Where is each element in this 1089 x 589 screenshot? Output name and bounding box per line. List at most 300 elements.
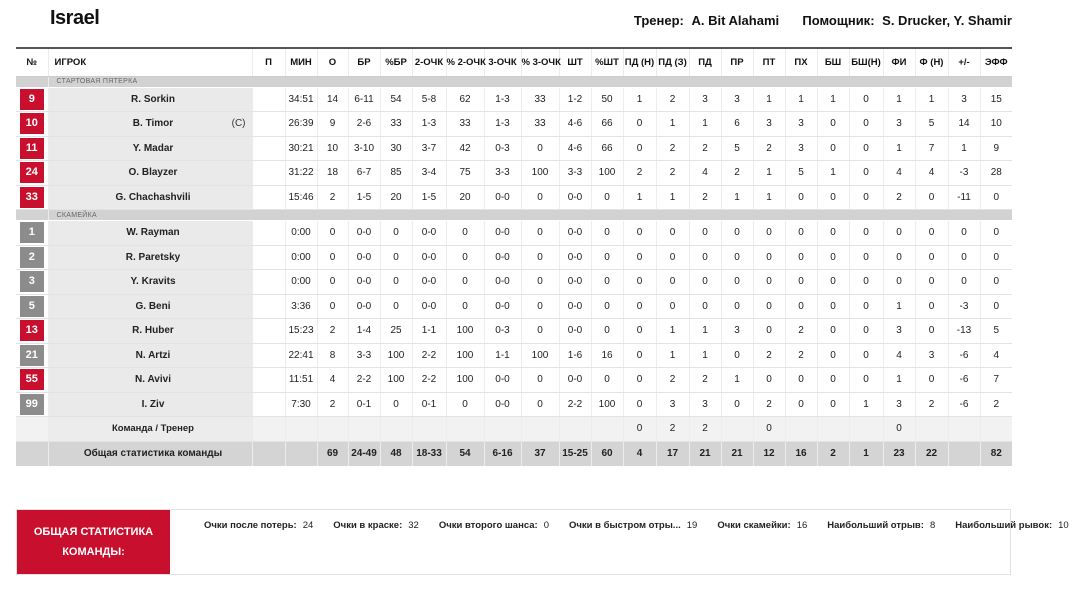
stat-cell: 0 — [849, 161, 883, 186]
column-header[interactable]: % 3-ОЧК — [521, 48, 559, 76]
player-number: 5 — [20, 296, 44, 317]
column-header[interactable]: МИН — [285, 48, 317, 76]
player-number: 10 — [20, 113, 44, 134]
stat-cell: 0 — [521, 368, 559, 393]
column-header[interactable]: ШТ — [559, 48, 591, 76]
player-number-cell — [16, 185, 48, 210]
stat-cell: 0 — [623, 417, 656, 442]
stat-cell: 34:51 — [285, 87, 317, 112]
column-header[interactable]: О — [317, 48, 348, 76]
column-header[interactable]: ЭФФ — [980, 48, 1012, 76]
position-cell — [252, 245, 285, 270]
column-header[interactable]: % 2-ОЧК — [446, 48, 484, 76]
column-header[interactable]: Ф (Н) — [915, 48, 948, 76]
player-name[interactable]: G. Beni — [135, 300, 171, 312]
position-cell — [252, 368, 285, 393]
stat-cell: 2 — [753, 343, 785, 368]
stat-cell: 1-3 — [484, 87, 521, 112]
stat-cell: 0 — [883, 417, 915, 442]
stat-cell: 1-3 — [484, 112, 521, 137]
player-number-cell — [16, 343, 48, 368]
stat-cell: 0 — [817, 270, 849, 295]
stat-cell — [980, 417, 1012, 442]
stat-cell: 2 — [656, 417, 689, 442]
stat-cell: 0 — [948, 245, 980, 270]
stat-cell — [484, 417, 521, 442]
stat-cell: 0-3 — [484, 319, 521, 344]
stat-cell: 11:51 — [285, 368, 317, 393]
coach-name: A. Bit Alahami — [691, 13, 780, 28]
player-number-cell — [16, 270, 48, 295]
column-header: ИГРОК — [48, 48, 252, 76]
column-header[interactable]: ФИ — [883, 48, 915, 76]
stat-cell: 0 — [521, 221, 559, 246]
stat-cell: 17 — [656, 441, 689, 466]
player-row — [16, 112, 1012, 137]
stat-cell: 0 — [849, 294, 883, 319]
stat-cell: 9 — [980, 136, 1012, 161]
stat-cell: 2 — [317, 392, 348, 417]
stat-cell: 1 — [656, 319, 689, 344]
stat-cell: 0 — [785, 294, 817, 319]
column-header[interactable]: %БР — [380, 48, 412, 76]
stat-cell: 0 — [317, 221, 348, 246]
stat-cell: 0:00 — [285, 270, 317, 295]
player-name[interactable]: Y. Kravits — [130, 276, 176, 288]
stat-cell: 1 — [849, 441, 883, 466]
stat-cell: 4-6 — [559, 136, 591, 161]
stat-cell: 100 — [521, 343, 559, 368]
player-number: 33 — [20, 187, 44, 208]
stat-cell: 1 — [915, 87, 948, 112]
player-name-cell[interactable] — [48, 294, 252, 319]
player-number-cell — [16, 112, 48, 137]
stat-cell: 3-3 — [348, 343, 380, 368]
stat-cell: 33 — [521, 112, 559, 137]
stat-cell: 10 — [317, 136, 348, 161]
stat-cell: 3 — [883, 112, 915, 137]
stat-cell: 0 — [753, 221, 785, 246]
stat-cell: 3-7 — [412, 136, 446, 161]
player-name-cell[interactable] — [48, 392, 252, 417]
player-name[interactable]: I. Ziv — [141, 398, 165, 410]
summary-item — [333, 520, 419, 531]
column-header[interactable]: БШ(Н) — [849, 48, 883, 76]
player-number-cell — [16, 221, 48, 246]
summary-item-value: 10 — [1058, 520, 1069, 531]
summary-item-value: 0 — [543, 520, 549, 531]
stat-cell: 100 — [591, 161, 623, 186]
stat-cell: 1 — [623, 87, 656, 112]
stat-cell: 3 — [948, 87, 980, 112]
stat-cell: 0-0 — [559, 319, 591, 344]
stat-cell: 0 — [817, 112, 849, 137]
player-row — [16, 87, 1012, 112]
stat-cell: 0 — [656, 245, 689, 270]
summary-item-value: 24 — [302, 520, 314, 531]
stat-cell: 1 — [623, 185, 656, 210]
stat-cell: 0 — [656, 270, 689, 295]
player-name[interactable]: W. Rayman — [126, 227, 180, 239]
player-name-cell[interactable] — [48, 368, 252, 393]
table-body — [16, 76, 1012, 466]
stat-cell: 0 — [623, 294, 656, 319]
coach-label: Тренер: — [633, 13, 684, 28]
stat-cell: 12 — [753, 441, 785, 466]
assistant-label: Помощник: — [802, 13, 875, 28]
column-header[interactable]: 3-ОЧК — [484, 48, 521, 76]
stat-cell: 1 — [883, 87, 915, 112]
player-name-cell[interactable] — [48, 161, 252, 186]
stat-cell: 0 — [623, 343, 656, 368]
player-row — [16, 221, 1012, 246]
column-header[interactable]: ПТ — [753, 48, 785, 76]
stat-cell: 4 — [689, 161, 721, 186]
stat-cell — [785, 417, 817, 442]
position-cell — [252, 221, 285, 246]
stat-cell: 0 — [521, 319, 559, 344]
stat-cell: 0 — [817, 343, 849, 368]
stat-cell: 10 — [980, 112, 1012, 137]
stat-cell: 0 — [623, 112, 656, 137]
stat-cell: 2-2 — [348, 368, 380, 393]
stat-cell: 1 — [656, 112, 689, 137]
player-number-cell — [16, 368, 48, 393]
stat-cell: 21 — [689, 441, 721, 466]
player-number: 2 — [20, 247, 44, 268]
column-header[interactable]: П — [252, 48, 285, 76]
stat-cell: 1-1 — [484, 343, 521, 368]
stat-cell: 0 — [849, 112, 883, 137]
summary-item-label: Наибольший отрыв: — [827, 520, 924, 531]
player-name[interactable]: G. Chachashvili — [115, 191, 191, 203]
stat-cell: 15:46 — [285, 185, 317, 210]
player-row — [16, 319, 1012, 344]
column-header[interactable]: БШ — [817, 48, 849, 76]
stat-cell: -3 — [948, 161, 980, 186]
stat-cell: 0-0 — [412, 245, 446, 270]
stat-cell: 0 — [380, 245, 412, 270]
stat-cell: 0-0 — [559, 221, 591, 246]
player-name[interactable]: B. Timor — [132, 118, 174, 130]
stat-cell: 0 — [521, 245, 559, 270]
stat-cell: 0 — [849, 343, 883, 368]
stat-cell: 15:23 — [285, 319, 317, 344]
player-row — [16, 343, 1012, 368]
stat-cell: 0 — [721, 343, 753, 368]
stat-cell: 0 — [380, 270, 412, 295]
stat-cell: 23 — [883, 441, 915, 466]
stat-cell: 2 — [785, 343, 817, 368]
stat-cell: 0-0 — [484, 392, 521, 417]
stat-cell: 0-0 — [559, 368, 591, 393]
stat-cell: 4 — [915, 161, 948, 186]
stat-cell: 0 — [446, 294, 484, 319]
stat-cell: 0 — [980, 294, 1012, 319]
position-cell — [252, 441, 285, 466]
stat-cell: 0 — [380, 392, 412, 417]
stat-cell: 0 — [817, 368, 849, 393]
stat-cell: 0-0 — [484, 221, 521, 246]
stat-cell: 7:30 — [285, 392, 317, 417]
stat-cell: 6-7 — [348, 161, 380, 186]
player-name[interactable]: R. Paretsky — [125, 251, 181, 263]
player-name[interactable]: N. Artzi — [135, 349, 171, 361]
stat-cell: 0 — [689, 270, 721, 295]
player-name-cell[interactable] — [48, 245, 252, 270]
stat-cell: 1 — [849, 392, 883, 417]
stat-cell: 1 — [656, 185, 689, 210]
stat-cell: -6 — [948, 368, 980, 393]
summary-item-value: 16 — [796, 520, 808, 531]
stat-cell: 7 — [915, 136, 948, 161]
stat-cell — [591, 417, 623, 442]
stat-cell: 1 — [753, 161, 785, 186]
stat-cell: 3 — [883, 392, 915, 417]
stat-cell: 1 — [883, 136, 915, 161]
stat-cell: 1 — [883, 294, 915, 319]
position-cell — [252, 319, 285, 344]
position-cell — [252, 161, 285, 186]
player-number-cell — [16, 161, 48, 186]
stat-cell: 31:22 — [285, 161, 317, 186]
player-name[interactable]: N. Avivi — [135, 374, 171, 386]
stat-cell: 100 — [591, 392, 623, 417]
player-number: 55 — [20, 369, 44, 390]
stat-cell: 0 — [721, 270, 753, 295]
stat-cell: 5 — [980, 319, 1012, 344]
stat-cell: 62 — [446, 87, 484, 112]
player-name[interactable]: Y. Madar — [132, 142, 174, 154]
stat-cell: 0 — [753, 368, 785, 393]
stat-cell: 0-0 — [559, 270, 591, 295]
stat-cell: -3 — [948, 294, 980, 319]
summary-item — [955, 520, 1068, 531]
stat-cell: 0 — [817, 136, 849, 161]
stat-cell: 18-33 — [412, 441, 446, 466]
position-cell — [252, 270, 285, 295]
player-name-cell[interactable] — [48, 112, 252, 137]
stat-cell: 0 — [915, 270, 948, 295]
stat-cell: 1 — [883, 368, 915, 393]
stat-cell — [285, 441, 317, 466]
stat-cell: 3 — [721, 87, 753, 112]
stat-cell: 2 — [623, 161, 656, 186]
stat-cell: 0 — [817, 319, 849, 344]
total-row — [16, 441, 1012, 466]
player-row — [16, 368, 1012, 393]
stat-cell: 0 — [849, 185, 883, 210]
stat-cell: 2 — [656, 136, 689, 161]
stat-cell: 0 — [980, 270, 1012, 295]
stat-cell: 2-6 — [348, 112, 380, 137]
stat-cell: 1 — [689, 112, 721, 137]
stat-cell: 0 — [446, 392, 484, 417]
player-name[interactable]: R. Huber — [132, 325, 174, 337]
row-spacer — [16, 441, 48, 466]
stat-cell: 0 — [849, 270, 883, 295]
stat-cell: 6 — [721, 112, 753, 137]
stat-cell: 0-0 — [412, 221, 446, 246]
stat-cell: 2 — [883, 185, 915, 210]
stat-cell: 37 — [521, 441, 559, 466]
stat-cell: 3-10 — [348, 136, 380, 161]
stat-cell: 0 — [915, 294, 948, 319]
stat-cell: 0 — [915, 221, 948, 246]
stat-cell: 2 — [656, 368, 689, 393]
player-row — [16, 185, 1012, 210]
stat-cell: 0-0 — [348, 245, 380, 270]
position-cell — [252, 392, 285, 417]
position-cell — [252, 185, 285, 210]
stat-cell: 28 — [980, 161, 1012, 186]
player-name[interactable]: O. Blayzer — [128, 167, 178, 179]
stat-cell: 0-0 — [559, 185, 591, 210]
stat-cell: 0 — [980, 245, 1012, 270]
column-header[interactable]: ПД (З) — [656, 48, 689, 76]
stat-cell: 30 — [380, 136, 412, 161]
stat-cell: 100 — [380, 368, 412, 393]
stat-cell: 2-2 — [559, 392, 591, 417]
summary-items — [204, 520, 1089, 531]
player-name-cell[interactable] — [48, 343, 252, 368]
player-name[interactable]: R. Sorkin — [131, 93, 175, 105]
stat-cell: 1 — [753, 87, 785, 112]
player-name-cell[interactable] — [48, 87, 252, 112]
stat-cell: 4 — [883, 343, 915, 368]
stat-cell: 0-0 — [348, 294, 380, 319]
stat-cell: 100 — [521, 161, 559, 186]
stat-cell: 0 — [849, 368, 883, 393]
column-header[interactable]: %ШТ — [591, 48, 623, 76]
stat-cell: 16 — [785, 441, 817, 466]
summary-title-line2: КОМАНДЫ: — [62, 546, 125, 558]
stat-cell: 0-0 — [484, 294, 521, 319]
stat-cell: 1 — [689, 319, 721, 344]
stat-cell: 4 — [623, 441, 656, 466]
player-number-cell — [16, 87, 48, 112]
stat-cell: 0 — [785, 368, 817, 393]
stat-cell: 85 — [380, 161, 412, 186]
stat-cell: 0 — [380, 221, 412, 246]
stat-cell: 0-0 — [484, 185, 521, 210]
stat-cell: 0 — [785, 392, 817, 417]
stat-cell: 20 — [446, 185, 484, 210]
player-row — [16, 392, 1012, 417]
column-header[interactable]: ПХ — [785, 48, 817, 76]
column-header: № — [16, 48, 48, 76]
stat-cell: -13 — [948, 319, 980, 344]
stat-cell: 0 — [689, 221, 721, 246]
player-number: 1 — [20, 222, 44, 243]
section-label: СКАМЕЙКА — [48, 210, 1012, 221]
section-row-bench — [16, 210, 1012, 221]
stat-cell: 0-0 — [348, 221, 380, 246]
summary-item — [827, 520, 935, 531]
stat-cell — [521, 417, 559, 442]
stat-cell: 0 — [623, 319, 656, 344]
stat-cell: 0 — [980, 221, 1012, 246]
stat-cell: 0 — [591, 319, 623, 344]
player-number: 21 — [20, 345, 44, 366]
stat-cell: 2 — [753, 136, 785, 161]
stat-cell: 0 — [689, 294, 721, 319]
summary-item-label: Очки скамейки: — [717, 520, 791, 531]
stat-cell: 1-5 — [348, 185, 380, 210]
stat-cell: -11 — [948, 185, 980, 210]
stat-cell: 66 — [591, 112, 623, 137]
stat-cell: 0 — [785, 185, 817, 210]
section-spacer — [16, 76, 48, 87]
column-header[interactable]: ПР — [721, 48, 753, 76]
stat-cell: 0 — [721, 294, 753, 319]
stat-cell: 20 — [380, 185, 412, 210]
stat-cell: 2-2 — [412, 343, 446, 368]
stat-cell: 3 — [689, 392, 721, 417]
column-header[interactable]: БР — [348, 48, 380, 76]
stat-cell: 3 — [785, 136, 817, 161]
player-row — [16, 245, 1012, 270]
player-number-cell — [16, 136, 48, 161]
stat-cell: 54 — [380, 87, 412, 112]
team-summary-panel — [16, 509, 1069, 575]
stat-cell: 0-3 — [484, 136, 521, 161]
stat-cell — [849, 417, 883, 442]
stat-cell — [915, 417, 948, 442]
column-header[interactable]: ПД — [689, 48, 721, 76]
stat-cell: 66 — [591, 136, 623, 161]
column-header[interactable]: 2-ОЧК — [412, 48, 446, 76]
stat-cell: 0 — [753, 294, 785, 319]
player-name-cell[interactable] — [48, 221, 252, 246]
stat-cell: 100 — [380, 343, 412, 368]
position-cell — [252, 136, 285, 161]
stat-cell: 0 — [849, 87, 883, 112]
stat-cell: 2 — [915, 392, 948, 417]
stat-cell: 0 — [623, 221, 656, 246]
stat-cell: 75 — [446, 161, 484, 186]
stat-cell: 0 — [915, 368, 948, 393]
stat-cell: 1 — [948, 136, 980, 161]
stat-cell: 0 — [915, 185, 948, 210]
player-number: 11 — [20, 138, 44, 159]
column-header[interactable]: +/- — [948, 48, 980, 76]
stat-cell: 0-0 — [484, 245, 521, 270]
stat-cell: 15-25 — [559, 441, 591, 466]
player-name-cell[interactable] — [48, 319, 252, 344]
stat-cell: 3 — [785, 112, 817, 137]
column-header[interactable]: ПД (Н) — [623, 48, 656, 76]
stat-cell: 33 — [380, 112, 412, 137]
player-name-cell[interactable] — [48, 185, 252, 210]
stat-cell: 0 — [721, 221, 753, 246]
stat-cell: 0 — [849, 245, 883, 270]
stat-cell: 3 — [915, 343, 948, 368]
position-cell — [252, 343, 285, 368]
player-name-cell[interactable] — [48, 270, 252, 295]
stat-cell: 0 — [915, 319, 948, 344]
stat-cell: 100 — [446, 319, 484, 344]
stat-cell — [948, 417, 980, 442]
stat-cell: 1-4 — [348, 319, 380, 344]
stat-cell: 50 — [591, 87, 623, 112]
summary-item-value: 32 — [408, 520, 419, 531]
stat-cell: 0 — [753, 319, 785, 344]
stat-cell: 0-0 — [412, 294, 446, 319]
player-name-cell[interactable] — [48, 136, 252, 161]
stat-cell: 5 — [785, 161, 817, 186]
stat-cell: 0-0 — [348, 270, 380, 295]
